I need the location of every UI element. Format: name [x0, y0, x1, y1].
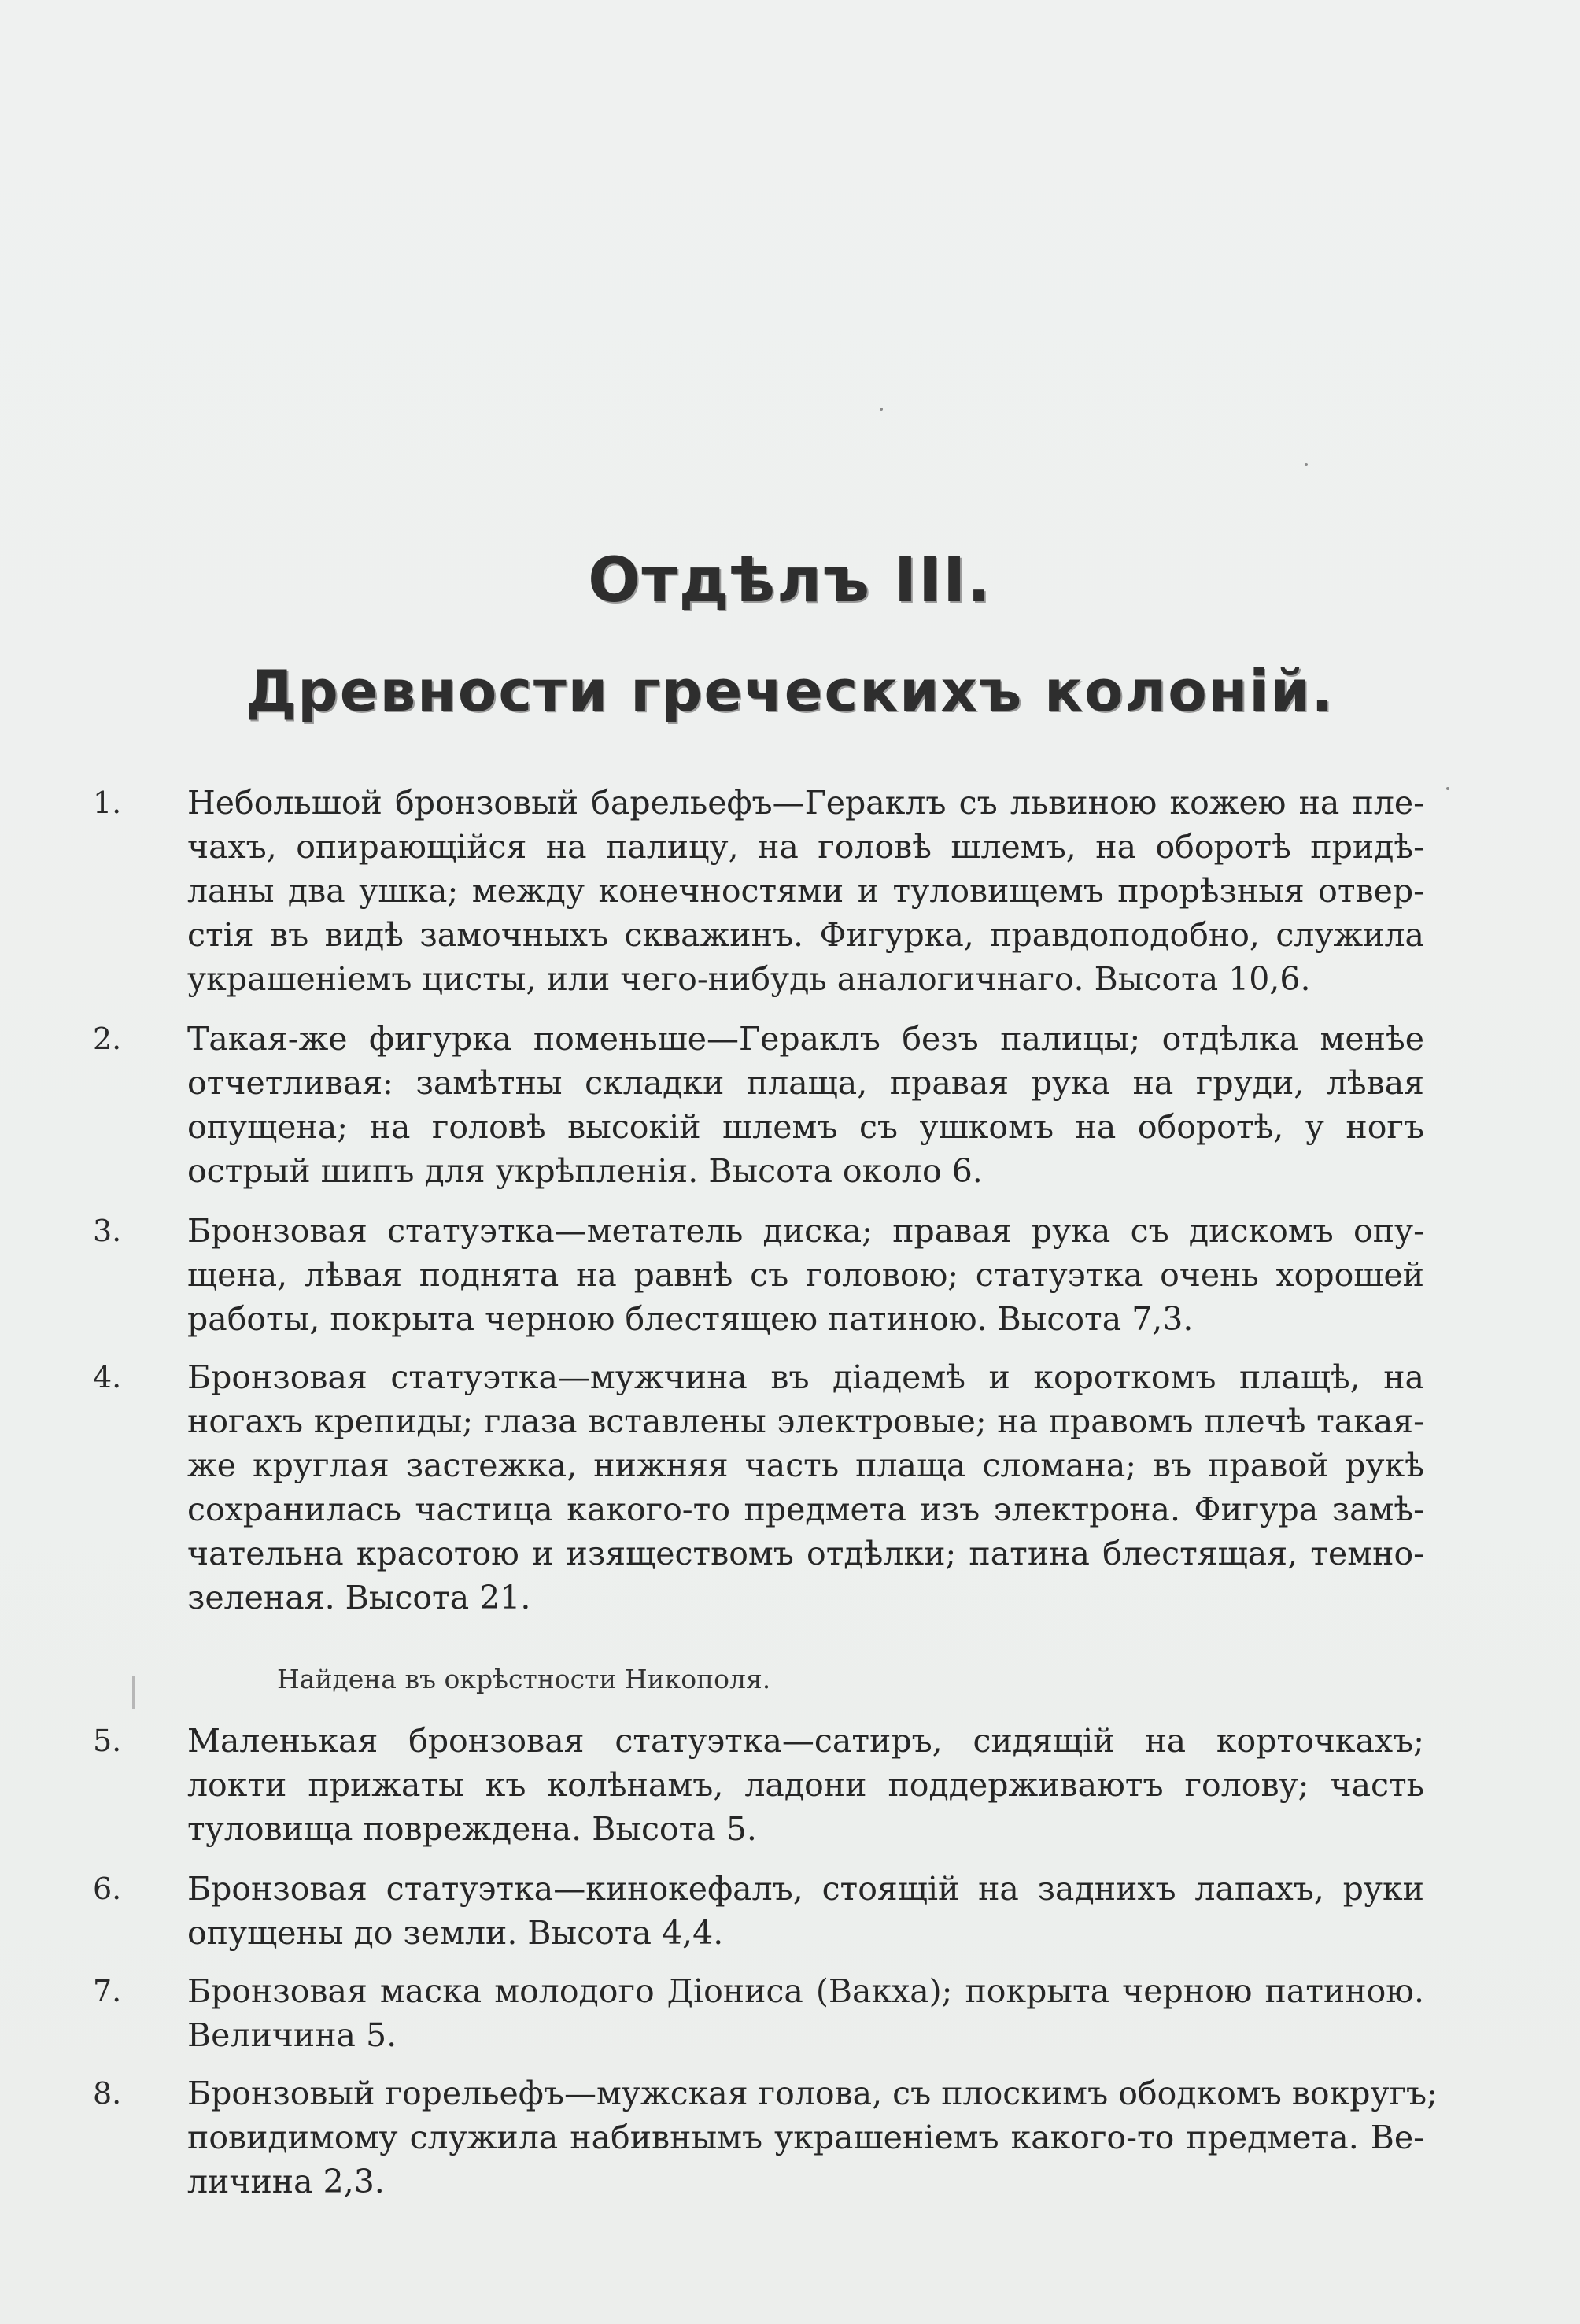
- scan-speck: [1446, 787, 1449, 790]
- entry-line: чательна красотою и изяществомъ отдѣлки; патина блестящая, темно-: [187, 1535, 1424, 1572]
- find-location-note: Найдена въ окрѣстности Никополя.: [277, 1664, 771, 1694]
- entry-line: Бронзовый горельефъ—мужская голова, съ плоскимъ ободкомъ вокругъ;: [187, 2075, 1438, 2112]
- scan-speck: [1305, 463, 1308, 466]
- entry-number: 5.: [93, 1724, 122, 1758]
- entry-line: Бронзовая статуэтка—кинокефалъ, стоящій на заднихъ лапахъ, руки: [187, 1870, 1424, 1908]
- entry-line: стія въ видѣ замочныхъ скважинъ. Фигурка, правдоподобно, служила: [187, 916, 1424, 954]
- entry-line: сохранилась частица какого-то предмета изъ электрона. Фигура замѣ-: [187, 1491, 1424, 1528]
- entry-line: Бронзовая маска молодого Діониса (Вакха); покрыта черною патиною.: [187, 1972, 1424, 2010]
- entry-line: щена, лѣвая поднята на равнѣ съ головою; статуэтка очень хорошей: [187, 1256, 1424, 1294]
- entry-number: 6.: [93, 1871, 122, 1906]
- entry-number: 7.: [93, 1974, 122, 2008]
- section-title: Древности греческихъ колоній.: [245, 658, 1335, 724]
- entry-line: Такая-же фигурка поменьше—Гераклъ безъ палицы; отдѣлка менѣе: [187, 1020, 1424, 1058]
- entry-line: личина 2,3.: [187, 2163, 385, 2200]
- entry-line: острый шипъ для укрѣпленія. Высота около 6.: [187, 1152, 983, 1190]
- entry-number: 4.: [93, 1360, 122, 1395]
- entry-line: локти прижаты къ колѣнамъ, ладони поддерживаютъ голову; часть: [187, 1766, 1424, 1804]
- entry-line: Бронзовая статуэтка—метатель диска; правая рука съ дискомъ опу-: [187, 1212, 1424, 1250]
- entry-line: украшеніемъ цисты, или чего-нибудь аналогичнаго. Высота 10,6.: [187, 960, 1311, 998]
- section-heading: Отдѣлъ III.: [588, 545, 992, 616]
- margin-mark: [132, 1676, 135, 1709]
- entry-line: чахъ, опирающійся на палицу, на головѣ шлемъ, на оборотѣ придѣ-: [187, 828, 1424, 866]
- entry-line: работы, покрыта черною блестящею патиною. Высота 7,3.: [187, 1300, 1194, 1338]
- entry-number: 8.: [93, 2076, 122, 2111]
- entry-line: ногахъ крепиды; глаза вставлены электровые; на правомъ плечѣ такая-: [187, 1402, 1424, 1440]
- entry-line: опущены до земли. Высота 4,4.: [187, 1914, 724, 1952]
- entry-line: ланы два ушка; между конечностями и туловищемъ прорѣзныя отвер-: [187, 872, 1424, 910]
- entry-line: же круглая застежка, нижняя часть плаща сломана; въ правой рукѣ: [187, 1446, 1424, 1484]
- entry-line: отчетливая: замѣтны складки плаща, правая рука на груди, лѣвая: [187, 1064, 1424, 1102]
- entry-line: зеленая. Высота 21.: [187, 1579, 531, 1616]
- entry-line: Небольшой бронзовый барельефъ—Гераклъ съ львиною кожею на пле-: [187, 784, 1424, 822]
- entry-line: Маленькая бронзовая статуэтка—сатиръ, сидящій на корточкахъ;: [187, 1722, 1424, 1760]
- entry-line: Бронзовая статуэтка—мужчина въ діадемѣ и короткомъ плащѣ, на: [187, 1358, 1424, 1396]
- entry-number: 3.: [93, 1214, 122, 1248]
- entry-line: опущена; на головѣ высокій шлемъ съ ушкомъ на оборотѣ, у ногъ: [187, 1108, 1424, 1146]
- entry-line: Величина 5.: [187, 2016, 397, 2054]
- entry-number: 2.: [93, 1022, 122, 1056]
- entry-line: туловища повреждена. Высота 5.: [187, 1810, 757, 1848]
- scan-speck: [880, 408, 883, 411]
- entry-number: 1.: [93, 785, 122, 820]
- entry-line: повидимому служила набивнымъ украшеніемъ какого-то предмета. Ве-: [187, 2119, 1424, 2156]
